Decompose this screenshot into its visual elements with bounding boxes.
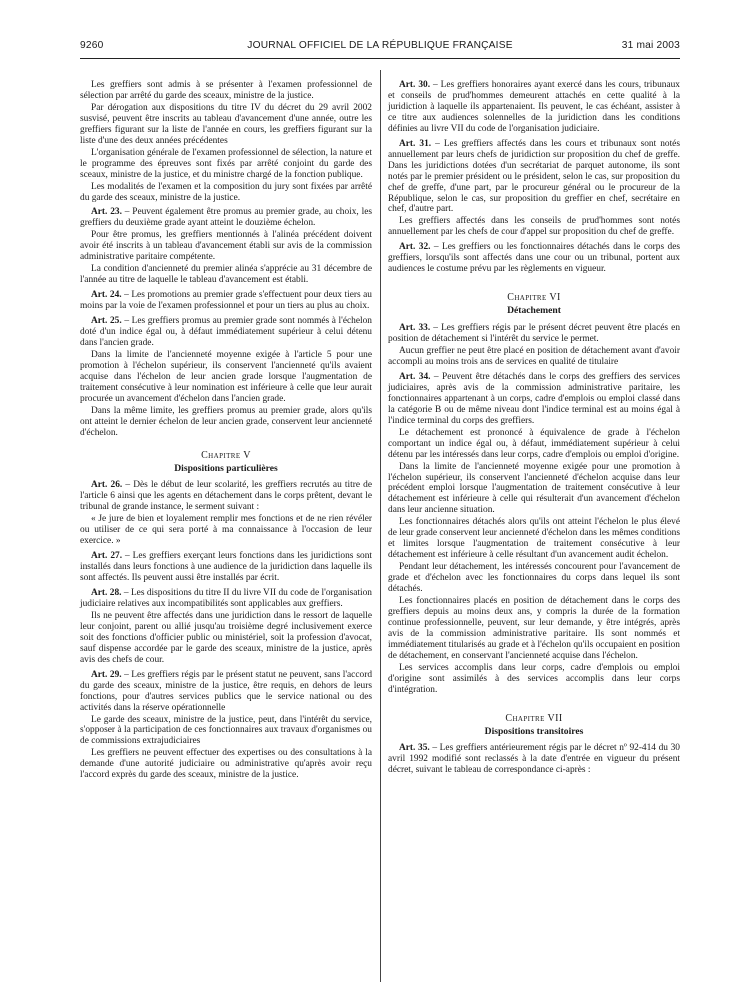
article-28 [80, 588, 372, 610]
article-25 [80, 316, 372, 349]
article-30 [388, 80, 680, 135]
article-23 [80, 207, 372, 229]
article-27 [80, 551, 372, 584]
article-text: – Peuvent être détachés dans le corps des greffiers des services judiciaires, après avis de la commission administrative paritaire, les fonctionnaires appartenant à un corps, cadre d'emplois ou emploi classé dans la catégorie B ou de même niveau dont l'indice terminal est au moins égal à l'indice terminal du corps des greffiers. [388, 371, 680, 426]
section-title: Détachement [507, 305, 561, 317]
article-text: – Les greffiers affectés dans les cours et tribunaux sont notés annuellement par leurs chefs de juridiction sur proposition du chef de greffe. Dans les juridictions dotées d'un secrétariat de parquet autonome, ils sont notés par le premier président ou le président, selon le cas, sur proposition du chef de greffe, d'une part, par le procureur général ou le procureur de la République, selon le cas, sur proposition du greffier en chef, secrétaire en chef, d'autre part. [388, 138, 680, 215]
article-35 [388, 743, 680, 776]
section-title: Dispositions particulières [174, 462, 278, 474]
article-31 [388, 139, 680, 216]
paragraph: Dans la limite de l'ancienneté moyenne exigée pour une promotion à l'échelon supérieur, ils conservent l'ancienneté d'échelon acquise dans leur précédent emploi lorsque l'augmentation de traitement consécutive à leur détachement est inférieure à celle qui résulterait d'un avancement d'échelon dans leur ancienne situation. [388, 461, 680, 516]
article-26 [80, 480, 372, 513]
article-text: – Les dispositions du titre II du livre VII du code de l'organisation judiciaire relatives aux incompatibilités sont applicables aux greffiers. [80, 588, 372, 609]
paragraph: Pour être promus, les greffiers mentionnés à l'alinéa précédent doivent avoir été inscrits à un tableau d'avancement établi sur avis de la commission administrative paritaire compétente. [80, 230, 372, 263]
paragraph: Les services accomplis dans leur corps, cadre d'emplois ou emploi d'origine sont assimilés à des services accomplis dans leur corps d'intégration. [388, 662, 680, 695]
paragraph: Par dérogation aux dispositions du titre IV du décret du 29 avril 2002 susvisé, peuvent être inscrits au tableau d'avancement d'une année, outre les greffiers figurant sur la liste de l'année en cours, les greffiers figurant sur la liste d'une des deux années précédentes [80, 102, 372, 146]
left-column [80, 80, 372, 782]
article-text: – Dès le début de leur scolarité, les greffiers recrutés au titre de l'article 6 ainsi que les agents en détachement dans le corps prêtent, devant le tribunal de grande instance, le serment suivant : [80, 480, 372, 513]
paragraph: Le détachement est prononcé à équivalence de grade à l'échelon comportant un indice égal ou, à défaut, immédiatement supérieur à celui détenu par les intéressés dans leur corps, cadre d'emplois ou emploi d'origine. [388, 427, 680, 460]
article-label: Art. 33. [399, 323, 431, 334]
page-number: 9260 [80, 40, 104, 51]
paragraph: Les modalités de l'examen et la composition du jury sont fixées par arrêté du garde des sceaux, ministre de la justice. [80, 181, 372, 203]
article-label: Art. 34. [399, 371, 431, 382]
paragraph: Les greffiers sont admis à se présenter à l'examen professionnel de sélection par arrêté du garde des sceaux, ministre de la justice. [80, 80, 372, 101]
header-rule [80, 58, 680, 59]
paragraph: La condition d'ancienneté du premier alinéa s'apprécie au 31 décembre de l'année au titre de laquelle le tableau d'avancement est établi. [80, 264, 372, 286]
article-33 [388, 323, 680, 345]
article-label: Art. 30. [399, 80, 431, 90]
paragraph: Les fonctionnaires placés en position de détachement dans le corps des greffiers depuis au moins deux ans, y compris la durée de la formation continue professionnelle, peuvent, sur leur demande, y être intégrés, après avis de la commission administrative paritaire. Ils sont nommés et immédiatement titularisés au grade et à l'échelon qu'ils occupaient en position de détachement, en conservant l'ancienneté acquise dans l'échelon. [388, 595, 680, 661]
paragraph: Le garde des sceaux, ministre de la justice, peut, dans l'intérêt du service, s'opposer à la participation de ces fonctionnaires aux travaux d'organismes ou de commissions extrajudiciaires [80, 714, 372, 747]
article-text: – Les promotions au premier grade s'effectuent pour deux tiers au moins par la voie de l'examen professionnel et pour un tiers au plus au choix. [80, 290, 372, 312]
chapter-heading: Chapitre VI [507, 292, 561, 304]
column-divider [380, 70, 381, 982]
article-text: – Les greffiers régis par le présent statut ne peuvent, sans l'accord du garde des sceaux, ministre de la justice, être requis, en dehors de leurs fonctions, pour d'autres services publics que le service national ou des activités dans la réserve opérationnelle [80, 669, 373, 713]
paragraph: L'organisation générale de l'examen professionnel de sélection, la nature et le programme des épreuves sont fixés par arrêté conjoint du garde des sceaux, ministre de la justice, et du ministre chargé de la fonction publique. [80, 147, 372, 180]
article-text: – Les greffiers régis par le présent décret peuvent être placés en position de détachement si l'intérêt du service le permet. [388, 323, 681, 345]
article-label: Art. 26. [91, 480, 123, 491]
paragraph: Dans la même limite, les greffiers promus au premier grade, alors qu'ils ont atteint le dernier échelon de leur ancien grade, conservent leur ancienneté d'échelon. [80, 405, 372, 438]
article-text: – Les greffiers exerçant leurs fonctions dans les juridictions sont installés dans leurs fonctions à une audience de la juridiction dans laquelle ils sont affectés. Ils peuvent aussi être installés par écrit. [80, 551, 372, 584]
article-29 [80, 670, 372, 714]
section-title: Dispositions transitoires [484, 725, 584, 737]
chapter-heading: Chapitre VII [505, 712, 563, 724]
article-label: Art. 24. [91, 290, 122, 301]
right-column [388, 80, 680, 777]
article-24 [80, 290, 372, 312]
article-32 [388, 242, 680, 275]
article-label: Art. 29. [91, 669, 122, 680]
article-34 [388, 372, 680, 427]
article-label: Art. 27. [91, 551, 123, 562]
article-text: – Les greffiers antérieurement régis par le décret nº 92-414 du 30 avril 1992 modifié sont reclassés à la date d'entrée en vigueur du présent décret, suivant le tableau de correspondance ci-après : [388, 743, 680, 776]
article-label: Art. 31. [399, 138, 432, 149]
article-label: Art. 32. [399, 242, 431, 253]
paragraph: Les greffiers ne peuvent effectuer des expertises ou des consultations à la demande d'une autorité judiciaire ou administrative qu'après avoir reçu l'accord exprès du garde des sceaux, ministre de la justice. [80, 748, 372, 781]
article-label: Art. 23. [91, 207, 122, 218]
article-label: Art. 35. [399, 743, 430, 754]
publication-date: 31 mai 2003 [621, 40, 680, 51]
paragraph: Ils ne peuvent être affectés dans une juridiction dans le ressort de laquelle leur conjoint, parent ou allié jusqu'au troisième degré inclusivement exerce soit des fonctions d'officier public ou ministériel, soit la profession d'avocat, sauf dispense accordée par le garde des sceaux, ministre de la justice, après avis des chefs de cour. [80, 610, 372, 665]
page-header [80, 40, 680, 56]
article-label: Art. 28. [91, 588, 122, 599]
paragraph: Les fonctionnaires détachés alors qu'ils ont atteint l'échelon le plus élevé de leur grade conservent leur ancienneté d'échelon dans les mêmes conditions et limites lorsque l'augmentation de traitement consécutive à leur détachement est inférieure à celle résultant d'un avancement audit échelon. [388, 517, 680, 561]
paragraph: Dans la limite de l'ancienneté moyenne exigée à l'article 5 pour une promotion à l'échelon supérieur, ils conservent l'ancienneté qu'ils avaient acquise dans l'échelon de leur ancien grade lorsque l'augmentation de traitement consécutive à leur nomination est inférieure à celle que leur aurait procurée un avancement d'échelon dans l'ancien grade. [80, 349, 372, 404]
oath-quote: « Je jure de bien et loyalement remplir mes fonctions et de ne rien révéler ou utiliser de ce qui sera porté à ma connaissance à l'occasion de leur exercice. » [80, 514, 372, 547]
paragraph: Aucun greffier ne peut être placé en position de détachement avant d'avoir accompli au moins trois ans de services en qualité de titulaire [388, 346, 680, 367]
chapter-heading: Chapitre V [201, 449, 251, 461]
journal-title: JOURNAL OFFICIEL DE LA RÉPUBLIQUE FRANÇAISE [247, 40, 513, 51]
article-text: – Les greffiers honoraires ayant exercé dans les cours, tribunaux et conseils de prud'hommes demeurent attachés en cette qualité à la juridiction à laquelle ils appartenaient. Ils peuvent, le cas échéant, assister à ce titre aux audiences solennelles de la juridiction dans les conditions définies au livre VII du code de l'organisation judiciaire. [388, 80, 680, 134]
article-text: – Les greffiers ou les fonctionnaires détachés dans le corps des greffiers, lorsqu'ils sont affectés dans une cour ou un tribunal, portent aux audiences le costume prévu par les règlements en vigueur. [388, 242, 681, 275]
article-text: – Peuvent également être promus au premier grade, au choix, les greffiers du deuxième grade ayant atteint le douzième échelon. [80, 207, 372, 229]
paragraph: Les greffiers affectés dans les conseils de prud'hommes sont notés annuellement par les chefs de cour d'appel sur proposition du chef de greffe. [388, 216, 680, 238]
paragraph: Pendant leur détachement, les intéressés concourent pour l'avancement de grade et d'échelon avec les fonctionnaires du corps dans lequel ils sont détachés. [388, 562, 680, 595]
article-text: – Les greffiers promus au premier grade sont nommés à l'échelon doté d'un indice égal ou, à défaut immédiatement supérieur à celui détenu dans l'ancien grade. [80, 316, 372, 348]
article-label: Art. 25. [91, 316, 122, 327]
